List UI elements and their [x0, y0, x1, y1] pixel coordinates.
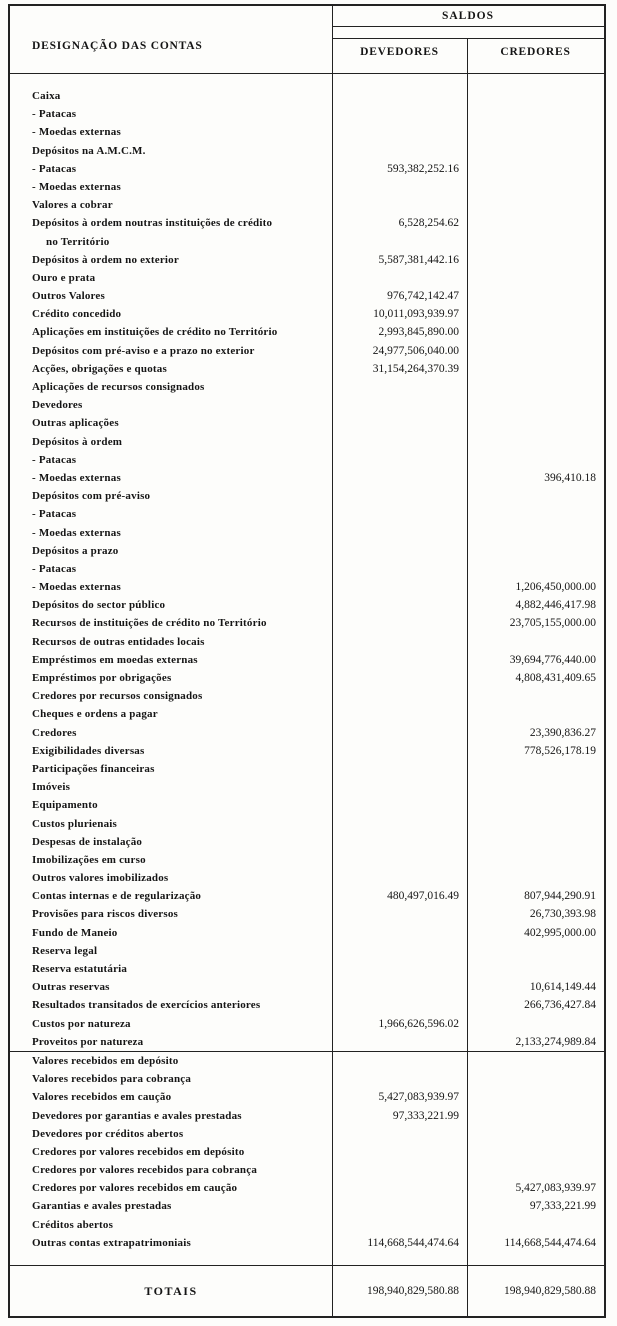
credores-value [467, 451, 604, 469]
table-row [10, 596, 604, 614]
devedores-value [332, 851, 467, 869]
credores-value [467, 87, 604, 105]
credores-value [467, 251, 604, 269]
account-label: Aplicações de recursos consignados [32, 381, 205, 393]
credores-value [467, 269, 604, 287]
devedores-value [332, 1143, 467, 1161]
devedores-credores-divider [467, 39, 468, 1316]
devedores-value [332, 87, 467, 105]
table-row [10, 633, 604, 651]
devedores-value [332, 633, 467, 651]
saldos-subheader-row [332, 39, 604, 73]
devedores-value [332, 542, 467, 560]
table-row [10, 1216, 604, 1234]
table-row [10, 578, 604, 596]
devedores-value [332, 1216, 467, 1234]
account-label: Credores por valores recebidos em caução [32, 1182, 238, 1195]
table-row [10, 469, 604, 487]
table-row [10, 396, 604, 414]
table-row [10, 105, 604, 123]
table-row [10, 978, 604, 996]
table-row [10, 196, 604, 214]
table-row [10, 214, 604, 232]
devedores-value [332, 614, 467, 632]
column-header-designacao: DESIGNAÇÃO DAS CONTAS [32, 39, 203, 52]
account-label: Depósitos à ordem no exterior [32, 253, 179, 266]
credores-value [467, 760, 604, 778]
devedores-value [332, 651, 467, 669]
table-row [10, 560, 604, 578]
credores-value [467, 396, 604, 414]
account-label: - Moedas externas [32, 526, 121, 539]
account-label: Imóveis [32, 781, 71, 794]
devedores-value: 2,993,845,890.00 [378, 326, 459, 339]
credores-value: 26,730,393.98 [529, 908, 596, 921]
devedores-value [332, 469, 467, 487]
account-label: - Patacas [32, 108, 77, 121]
devedores-value: 5,427,083,939.97 [378, 1091, 459, 1104]
credores-value [467, 796, 604, 814]
credores-value: 778,526,178.19 [524, 744, 596, 757]
table-row [10, 251, 604, 269]
credores-value [467, 505, 604, 523]
devedores-value: 593,382,252.16 [387, 162, 459, 175]
credores-value [467, 1052, 604, 1070]
table-row [10, 524, 604, 542]
table-section-contas-patrimoniais [10, 87, 604, 1051]
account-label: Ouro e prata [32, 271, 96, 284]
table-row [10, 796, 604, 814]
devedores-value [332, 196, 467, 214]
devedores-value [332, 742, 467, 760]
devedores-value [332, 705, 467, 723]
credores-value: 4,882,446,417.98 [515, 599, 596, 612]
table-header [10, 6, 604, 74]
devedores-value: 10,011,093,939.97 [373, 308, 459, 321]
account-label: Reserva estatutária [32, 963, 128, 975]
devedores-value: 24,977,506,040.00 [372, 344, 459, 357]
account-label: Caixa [32, 90, 61, 102]
account-label: Empréstimos por obrigações [32, 672, 172, 684]
table-row [10, 142, 604, 160]
table-row [10, 705, 604, 723]
devedores-value [332, 815, 467, 833]
credores-value [467, 233, 604, 251]
table-row [10, 1052, 604, 1070]
devedores-value [332, 869, 467, 887]
account-label: Custos plurienais [32, 817, 118, 830]
table-row [10, 269, 604, 287]
credores-value [467, 160, 604, 178]
credores-value [467, 342, 604, 360]
credores-value [467, 1070, 604, 1088]
table-row [10, 233, 604, 251]
table-row [10, 960, 604, 978]
devedores-value [332, 596, 467, 614]
table-row [10, 614, 604, 632]
credores-value [467, 869, 604, 887]
saldos-spacer-band [332, 27, 604, 39]
credores-value: 23,705,155,000.00 [509, 617, 596, 630]
credores-value [467, 1125, 604, 1143]
credores-value [467, 778, 604, 796]
devedores-value [332, 1033, 467, 1051]
credores-value [467, 360, 604, 378]
table-row [10, 869, 604, 887]
account-label: Depósitos do sector público [32, 599, 166, 612]
account-label: Depósitos com pré-aviso [32, 490, 151, 503]
account-label: Contas internas e de regularização [32, 890, 202, 903]
table-section-contas-extrapatrimoniais [10, 1051, 604, 1252]
account-label: Exigibilidades diversas [32, 744, 145, 757]
credores-value: 402,995,000.00 [524, 926, 596, 939]
table-row [10, 542, 604, 560]
credores-value: 23,390,836.27 [529, 726, 596, 739]
credores-value: 4,808,431,409.65 [515, 672, 596, 684]
credores-value [467, 433, 604, 451]
account-label: Acções, obrigações e quotas [32, 362, 167, 375]
credores-value [467, 687, 604, 705]
credores-value [467, 305, 604, 323]
table-row [10, 1088, 604, 1106]
credores-value: 266,736,427.84 [524, 999, 596, 1012]
table-row [10, 451, 604, 469]
credores-value [467, 178, 604, 196]
credores-value [467, 196, 604, 214]
devedores-value [332, 433, 467, 451]
table-row [10, 651, 604, 669]
devedores-value [332, 524, 467, 542]
devedores-value: 976,742,142.47 [387, 290, 459, 303]
account-label: - Patacas [32, 508, 77, 521]
devedores-value [332, 1197, 467, 1215]
table-row [10, 487, 604, 505]
table-row [10, 905, 604, 923]
table-row [10, 778, 604, 796]
column-header-devedores: DEVEDORES [360, 46, 439, 58]
credores-value: 396,410.18 [544, 471, 596, 484]
devedores-value [332, 560, 467, 578]
devedores-value [332, 578, 467, 596]
table-row [10, 342, 604, 360]
credores-value [467, 1143, 604, 1161]
table-row [10, 1179, 604, 1197]
table-row [10, 760, 604, 778]
account-label: Credores [32, 726, 77, 739]
credores-value [467, 287, 604, 305]
table-row [10, 160, 604, 178]
table-row [10, 924, 604, 942]
devedores-value [332, 1070, 467, 1088]
account-label: - Patacas [32, 162, 77, 175]
account-label: Outras aplicações [32, 417, 119, 430]
credores-value [467, 1107, 604, 1125]
credores-value [467, 378, 604, 396]
table-row [10, 305, 604, 323]
account-label: Depósitos à ordem noutras instituições de crédito [32, 217, 273, 230]
table-row [10, 178, 604, 196]
account-label: Crédito concedido [32, 308, 122, 321]
account-label: Outros valores imobilizados [32, 872, 169, 885]
account-label: Reserva legal [32, 944, 98, 957]
account-label: Outras reservas [32, 981, 110, 994]
table-row [10, 323, 604, 341]
table-row [10, 815, 604, 833]
table-body [10, 74, 604, 1265]
credores-value: 2,133,274,989.84 [515, 1035, 596, 1048]
table-row [10, 742, 604, 760]
account-label: Valores recebidos para cobrança [32, 1073, 192, 1086]
table-row [10, 1161, 604, 1179]
devedores-value: 480,497,016.49 [387, 890, 459, 903]
credores-value [467, 524, 604, 542]
table-row [10, 851, 604, 869]
devedores-value [332, 1125, 467, 1143]
totals-row [10, 1265, 604, 1316]
account-label: no Território [46, 235, 110, 248]
devedores-value [332, 451, 467, 469]
devedores-value [332, 833, 467, 851]
table-row [10, 287, 604, 305]
table-row [10, 360, 604, 378]
table-row [10, 687, 604, 705]
account-label: Empréstimos em moedas externas [32, 653, 198, 666]
table-row [10, 433, 604, 451]
table-row [10, 669, 604, 687]
account-label: Devedores [32, 399, 83, 412]
table-row [10, 887, 604, 905]
account-label: Depósitos a prazo [32, 544, 119, 557]
table-row [10, 724, 604, 742]
credores-value [467, 851, 604, 869]
account-label: Provisões para riscos diversos [32, 908, 179, 921]
account-label: Devedores por garantias e avales prestadas [32, 1109, 242, 1122]
account-label: Recursos de instituições de crédito no Território [32, 617, 267, 630]
devedores-value [332, 142, 467, 160]
devedores-value [332, 414, 467, 432]
credores-value: 807,944,290.91 [524, 890, 596, 903]
credores-value: 10,614,149.44 [529, 981, 596, 994]
devedores-value [332, 487, 467, 505]
devedores-value [332, 396, 467, 414]
account-label: Depósitos na A.M.C.M. [32, 144, 146, 157]
account-label: Proveitos por natureza [32, 1035, 144, 1048]
table-row [10, 414, 604, 432]
account-label: Aplicações em instituições de crédito no Território [32, 326, 278, 339]
account-label: - Moedas externas [32, 581, 121, 594]
credores-value [467, 633, 604, 651]
account-label: Depósitos à ordem [32, 435, 123, 448]
devedores-value [332, 778, 467, 796]
devedores-value [332, 378, 467, 396]
account-label: - Moedas externas [32, 126, 121, 139]
account-label: Valores a cobrar [32, 199, 113, 212]
table-row [10, 1107, 604, 1125]
credores-value [467, 414, 604, 432]
table-row [10, 1143, 604, 1161]
account-label: Fundo de Maneio [32, 926, 118, 939]
account-label: Credores por valores recebidos em depósito [32, 1145, 245, 1158]
account-label: Despesas de instalação [32, 835, 143, 848]
account-label: Recursos de outras entidades locais [32, 635, 205, 648]
credores-value [467, 815, 604, 833]
credores-value [467, 960, 604, 978]
totals-credores-value: 198,940,829,580.88 [504, 1285, 596, 1297]
credores-value [467, 560, 604, 578]
credores-value [467, 705, 604, 723]
table-row [10, 1234, 604, 1252]
credores-value [467, 1088, 604, 1106]
table-row [10, 1197, 604, 1215]
table-row [10, 505, 604, 523]
table-row [10, 87, 604, 105]
account-label: Depósitos com pré-aviso e a prazo no exterior [32, 344, 255, 357]
devedores-value [332, 105, 467, 123]
devedores-value [332, 960, 467, 978]
account-label: Créditos abertos [32, 1218, 114, 1231]
account-label: Credores por valores recebidos para cobrança [32, 1164, 258, 1177]
credores-value [467, 1216, 604, 1234]
table-row [10, 996, 604, 1014]
credores-value [467, 542, 604, 560]
totals-label: TOTAIS [144, 1283, 198, 1298]
column-group-header-saldos: SALDOS [332, 6, 604, 27]
table-row [10, 1015, 604, 1033]
devedores-value: 31,154,264,370.39 [372, 362, 459, 375]
devedores-value [332, 1179, 467, 1197]
devedores-value [332, 760, 467, 778]
devedores-value [332, 796, 467, 814]
devedores-value [332, 978, 467, 996]
credores-value: 97,333,221.99 [529, 1200, 596, 1213]
devedores-value [332, 942, 467, 960]
account-label: - Moedas externas [32, 471, 121, 484]
account-label: Devedores por créditos abertos [32, 1127, 184, 1140]
credores-value [467, 323, 604, 341]
credores-value [467, 142, 604, 160]
table-row [10, 378, 604, 396]
accounts-table [8, 4, 606, 1318]
credores-value [467, 487, 604, 505]
devedores-value [332, 1052, 467, 1070]
column-header-credores: CREDORES [500, 46, 571, 58]
devedores-value: 114,668,544,474.64 [367, 1236, 459, 1249]
credores-value [467, 123, 604, 141]
table-row [10, 833, 604, 851]
table-row [10, 1070, 604, 1088]
devedores-value [332, 687, 467, 705]
account-label: Outras contas extrapatrimoniais [32, 1236, 191, 1249]
devedores-value [332, 1161, 467, 1179]
table-row [10, 1125, 604, 1143]
credores-value: 114,668,544,474.64 [504, 1236, 596, 1249]
credores-value [467, 105, 604, 123]
account-label: - Patacas [32, 562, 77, 575]
table-row [10, 123, 604, 141]
devedores-value [332, 924, 467, 942]
saldos-header-group [332, 6, 604, 73]
devedores-value [332, 269, 467, 287]
devedores-value [332, 724, 467, 742]
account-label: Valores recebidos em caução [32, 1091, 172, 1104]
table-row [10, 1033, 604, 1051]
credores-value [467, 833, 604, 851]
credores-value [467, 942, 604, 960]
credores-value [467, 1015, 604, 1033]
devedores-value [332, 505, 467, 523]
devedores-value [332, 996, 467, 1014]
account-label: Custos por natureza [32, 1017, 131, 1030]
account-label: Participações financeiras [32, 762, 155, 775]
account-label: Resultados transitados de exercícios anteriores [32, 999, 261, 1012]
account-label: - Moedas externas [32, 180, 121, 193]
devedores-value [332, 233, 467, 251]
table-row [10, 942, 604, 960]
credores-value: 5,427,083,939.97 [515, 1182, 596, 1195]
account-label: Outros Valores [32, 290, 105, 303]
names-column-divider [332, 6, 333, 1316]
credores-value: 1,206,450,000.00 [515, 581, 596, 594]
credores-value [467, 214, 604, 232]
devedores-value: 6,528,254.62 [398, 217, 459, 230]
devedores-value [332, 178, 467, 196]
account-label: Garantias e avales prestadas [32, 1200, 172, 1213]
account-label: Equipamento [32, 799, 98, 812]
account-label: Credores por recursos consignados [32, 690, 203, 703]
account-label: - Patacas [32, 453, 77, 466]
account-label: Imobilizações em curso [32, 853, 146, 866]
devedores-value: 97,333,221.99 [392, 1109, 459, 1122]
devedores-value [332, 123, 467, 141]
credores-value: 39,694,776,440.00 [509, 653, 596, 666]
devedores-value: 5,587,381,442.16 [378, 253, 459, 266]
account-label: Valores recebidos em depósito [32, 1054, 179, 1067]
totals-devedores-value: 198,940,829,580.88 [367, 1285, 459, 1297]
devedores-value: 1,966,626,596.02 [378, 1017, 459, 1030]
account-label: Cheques e ordens a pagar [32, 708, 158, 721]
devedores-value [332, 669, 467, 687]
credores-value [467, 1161, 604, 1179]
devedores-value [332, 905, 467, 923]
